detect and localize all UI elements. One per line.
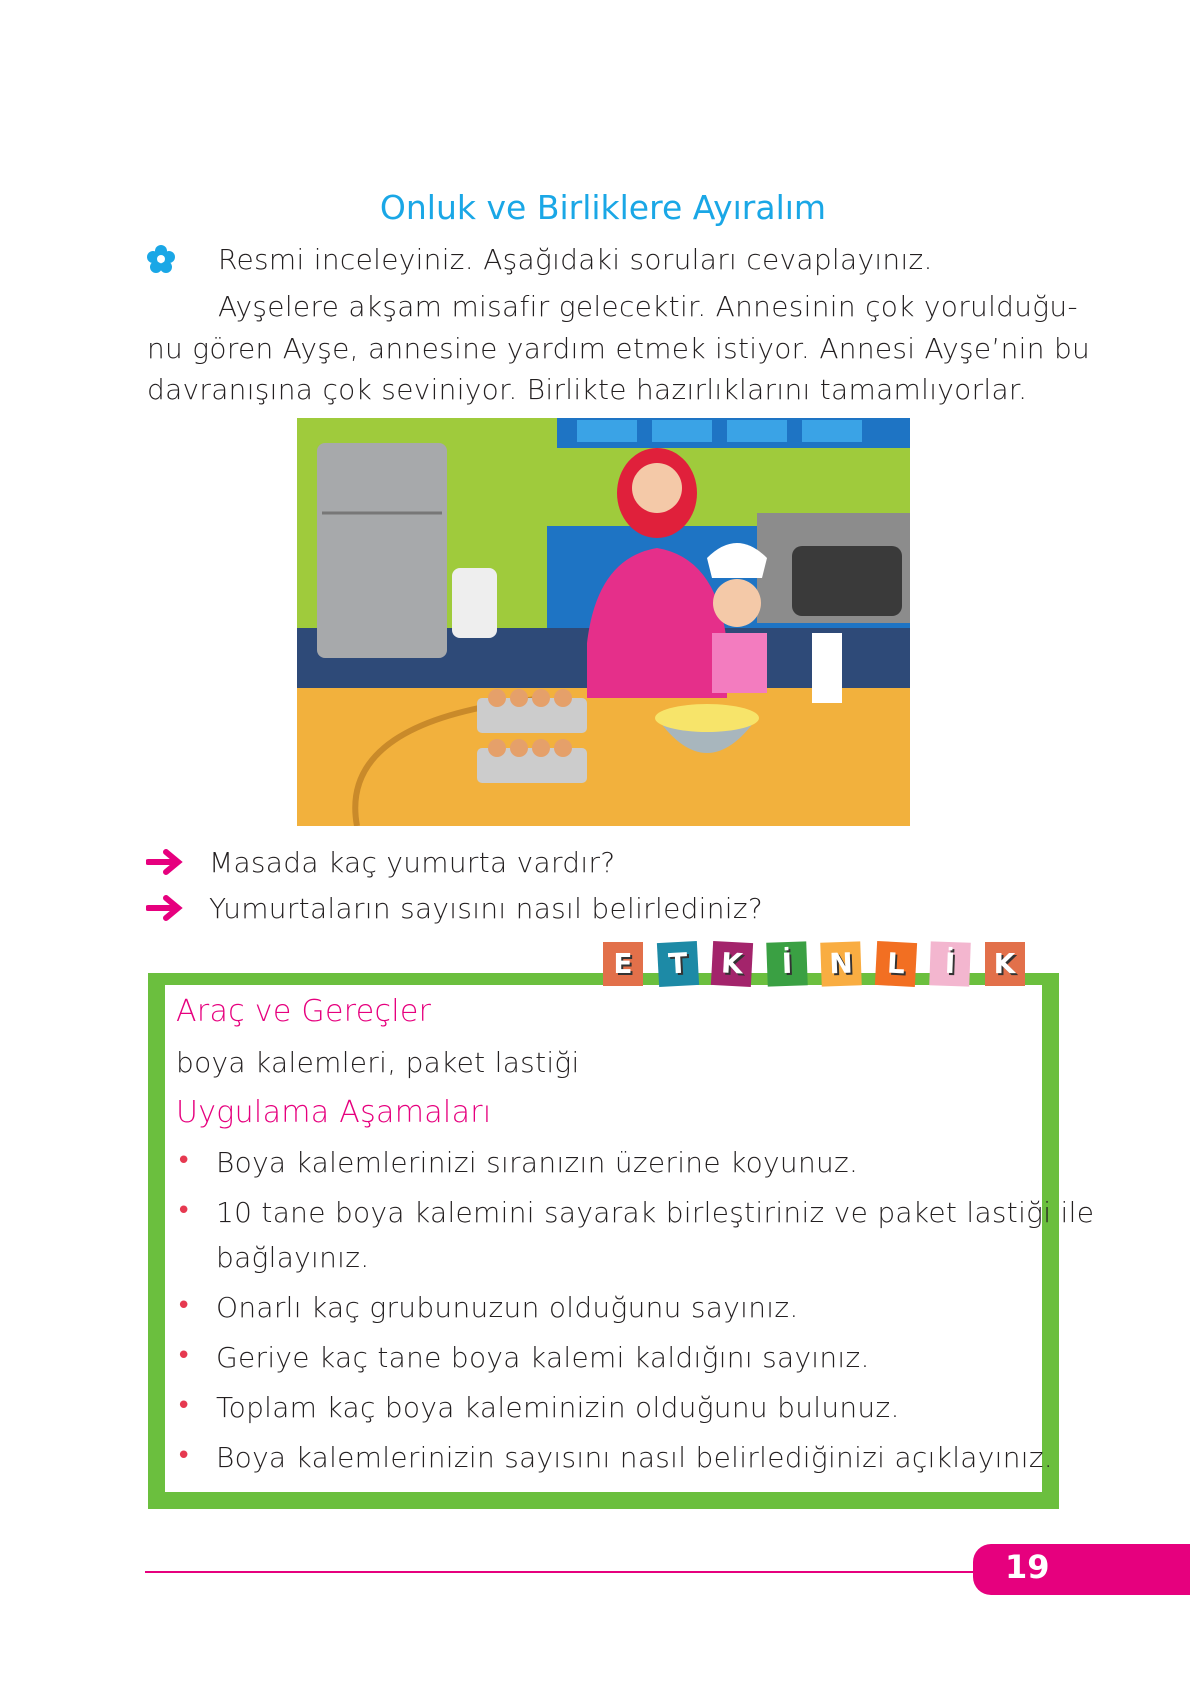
bullet: •: [176, 1391, 192, 1421]
story-line: nu gören Ayşe, annesine yardım etmek istiyor. Annesi Ayşe’nin bu: [147, 332, 1091, 365]
materials-text: boya kalemleri, paket lastiği: [176, 1046, 580, 1079]
kitchen-illustration: [297, 418, 910, 826]
page-title: Onluk ve Birliklere Ayıralım: [379, 188, 827, 227]
story-line: davranışına çok seviniyor. Birlikte hazırlıklarını tamamlıyorlar.: [147, 373, 1028, 406]
page-number: 19: [1005, 1548, 1050, 1586]
step-item: 10 tane boya kalemini sayarak birleştiriniz ve paket lastiği ile: [216, 1196, 1095, 1229]
step-item: Onarlı kaç grubunuzun olduğunu sayınız.: [216, 1291, 799, 1324]
banner-letter-tile: İ: [929, 941, 971, 986]
question-1: Masada kaç yumurta vardır?: [209, 846, 616, 879]
materials-heading: Araç ve Gereçler: [176, 994, 432, 1029]
banner-letter-tile: T: [656, 941, 698, 987]
banner-letter-tile: K: [985, 942, 1025, 986]
story-line: Ayşelere akşam misafir gelecektir. Annesinin çok yorulduğu-: [218, 290, 1078, 323]
banner-letter-tile: N: [820, 941, 862, 986]
banner-letter-tile: İ: [766, 941, 808, 986]
step-item: Toplam kaç boya kaleminizin olduğunu bulunuz.: [216, 1391, 900, 1424]
banner-letter-tile: K: [711, 941, 753, 987]
footer-line: [145, 1571, 985, 1573]
banner-letter-tile: L: [874, 941, 916, 987]
step-item: Boya kalemlerinizin sayısını nasıl belirlediğinizi açıklayınız.: [216, 1441, 1054, 1474]
step-item: Boya kalemlerinizi sıranızın üzerine koyunuz.: [216, 1146, 859, 1179]
arrow-right-icon: [146, 847, 186, 877]
bullet: •: [176, 1441, 192, 1471]
instruction-text: Resmi inceleyiniz. Aşağıdaki soruları cevaplayınız.: [218, 243, 933, 276]
flower-icon: [146, 244, 176, 274]
bullet: •: [176, 1341, 192, 1371]
bullet: •: [176, 1196, 192, 1226]
banner-letter-tile: E: [603, 942, 643, 986]
bullet: •: [176, 1146, 192, 1176]
question-2: Yumurtaların sayısını nasıl belirlediniz?: [209, 892, 764, 925]
arrow-right-icon: [146, 893, 186, 923]
steps-heading: Uygulama Aşamaları: [176, 1095, 492, 1130]
bullet: •: [176, 1291, 192, 1321]
step-item: Geriye kaç tane boya kalemi kaldığını sayınız.: [216, 1341, 870, 1374]
step-item-continued: bağlayınız.: [216, 1241, 370, 1274]
